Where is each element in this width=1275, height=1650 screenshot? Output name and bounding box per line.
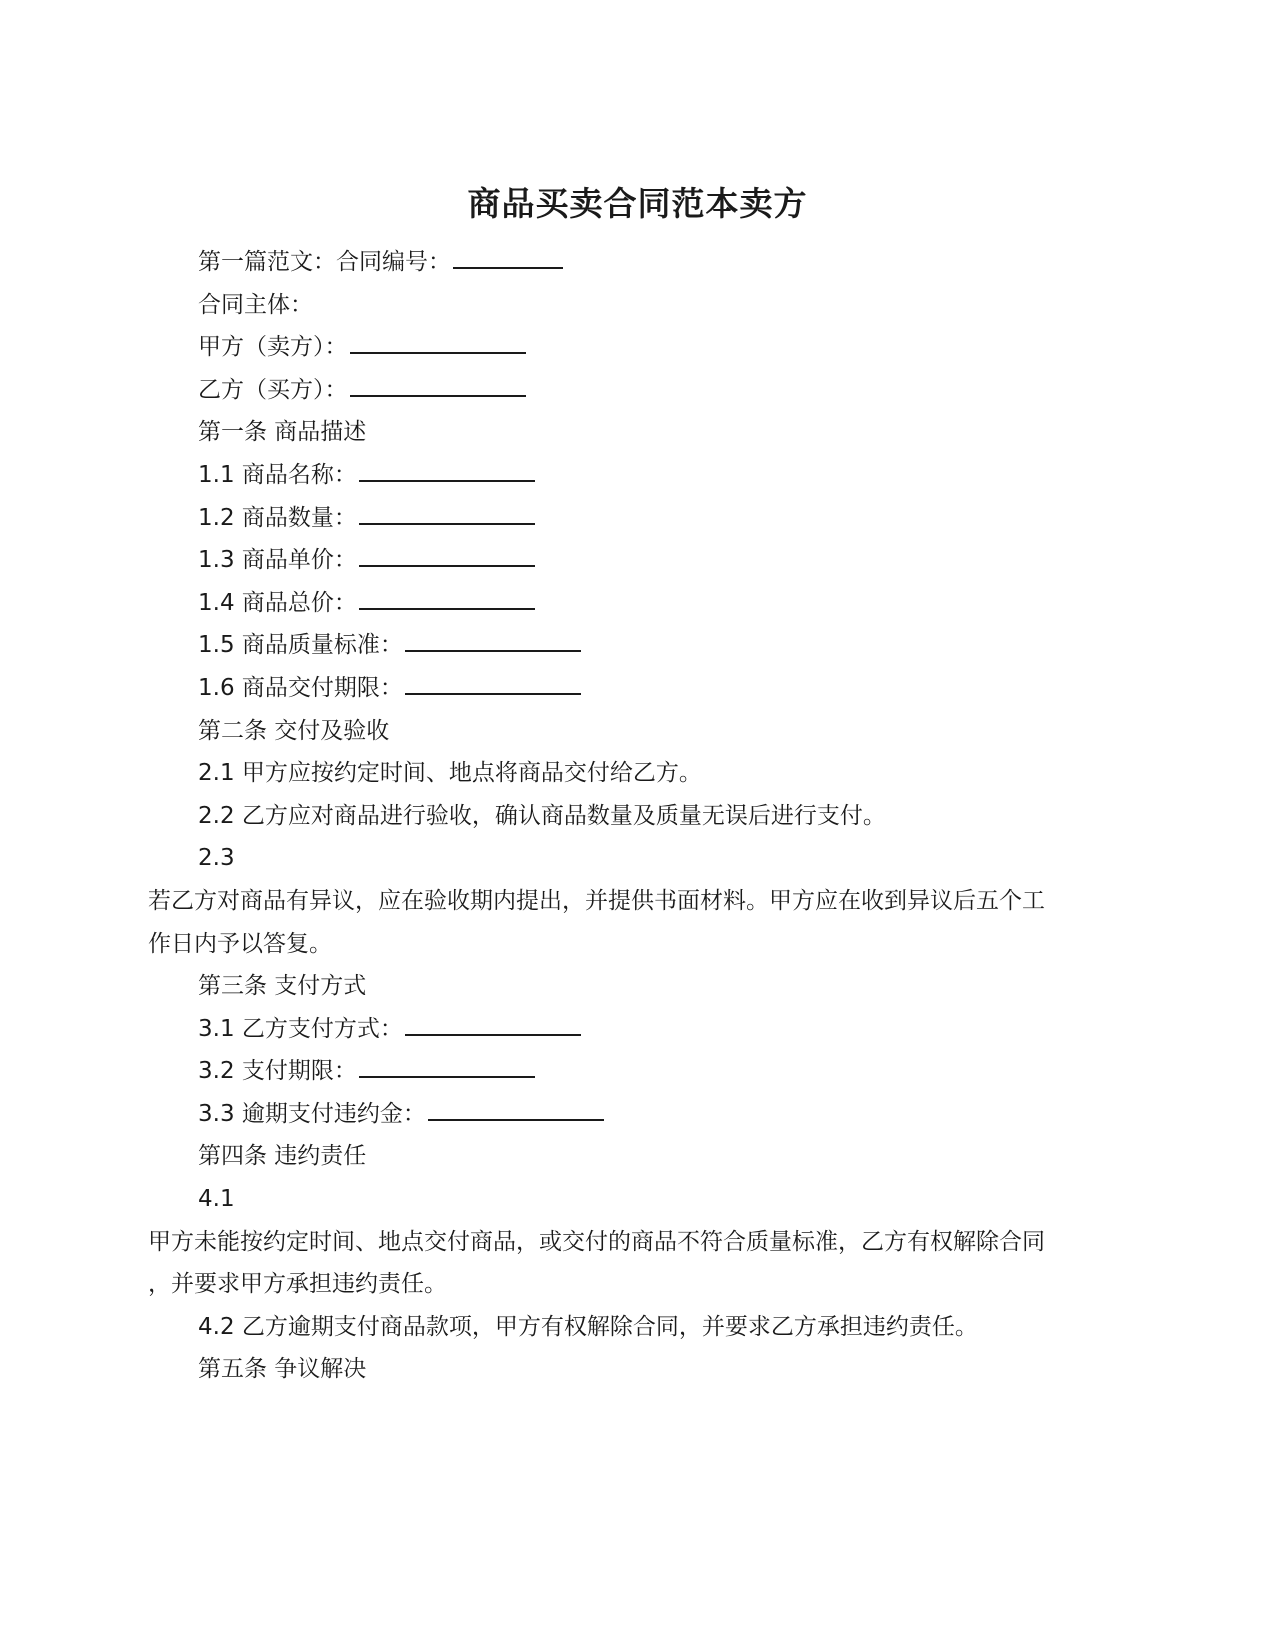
fill-in-blank[interactable] — [359, 456, 535, 482]
document-line — [148, 369, 1128, 412]
line-text: 1.1 商品名称： — [198, 461, 357, 488]
fill-in-blank[interactable] — [359, 541, 535, 567]
document-line — [148, 795, 1128, 838]
line-text: 甲方（卖方）： — [198, 334, 348, 361]
line-text: 2.2 乙方应对商品进行验收，确认商品数量及质量无误后进行支付。 — [198, 802, 886, 829]
line-text: 3.1 乙方支付方式： — [198, 1015, 403, 1042]
line-text: 3.2 支付期限： — [198, 1058, 357, 1085]
document-line — [148, 539, 1128, 582]
document-line — [148, 1306, 1128, 1349]
document-line — [148, 1093, 1128, 1136]
document-line — [148, 1135, 1128, 1178]
document-line — [148, 1263, 1128, 1306]
document-line — [148, 411, 1128, 454]
document-line — [148, 241, 1128, 284]
document-line — [148, 1178, 1128, 1221]
line-text: 甲方未能按约定时间、地点交付商品，或交付的商品不符合质量标准，乙方有权解除合同 — [148, 1228, 1045, 1255]
document-line — [148, 582, 1128, 625]
line-text: 第三条 支付方式 — [198, 973, 367, 1000]
document-line — [148, 710, 1128, 753]
document-line — [148, 284, 1128, 327]
document-line — [148, 454, 1128, 497]
line-text: 第五条 争议解决 — [198, 1356, 367, 1383]
line-text: 1.4 商品总价： — [198, 589, 357, 616]
document-line — [148, 880, 1128, 923]
line-text: 2.3 — [198, 845, 235, 872]
fill-in-blank[interactable] — [405, 1010, 581, 1036]
fill-in-blank[interactable] — [453, 243, 563, 269]
line-text: 作日内予以答复。 — [148, 930, 332, 957]
document-line — [148, 1221, 1128, 1264]
line-text: 1.6 商品交付期限： — [198, 674, 403, 701]
document-line — [148, 1008, 1128, 1051]
fill-in-blank[interactable] — [405, 626, 581, 652]
line-text: 乙方（买方）： — [198, 376, 348, 403]
line-text: 1.3 商品单价： — [198, 547, 357, 574]
document-line — [148, 923, 1128, 966]
document-body — [148, 241, 1128, 1391]
line-text: 4.1 — [198, 1186, 235, 1213]
document-line — [148, 1348, 1128, 1391]
line-text: 第一篇范文：合同编号： — [198, 249, 451, 275]
line-text: 第四条 违约责任 — [198, 1143, 367, 1170]
document-line — [148, 752, 1128, 795]
document-line — [148, 1050, 1128, 1093]
document-line — [148, 837, 1128, 880]
line-text: 合同主体： — [198, 291, 313, 318]
document-line — [148, 326, 1128, 369]
fill-in-blank[interactable] — [405, 669, 581, 695]
document-title: 商品买卖合同范本卖方 — [467, 184, 808, 223]
document-line — [148, 965, 1128, 1008]
line-text: 3.3 逾期支付违约金： — [198, 1100, 426, 1127]
line-text: 若乙方对商品有异议，应在验收期内提出，并提供书面材料。甲方应在收到异议后五个工 — [148, 887, 1045, 914]
fill-in-blank[interactable] — [359, 1052, 535, 1078]
line-text: 第二条 交付及验收 — [198, 717, 390, 744]
document-line — [148, 624, 1128, 667]
line-text: 4.2 乙方逾期支付商品款项，甲方有权解除合同，并要求乙方承担违约责任。 — [198, 1313, 978, 1340]
fill-in-blank[interactable] — [428, 1095, 604, 1121]
line-text: 第一条 商品描述 — [198, 419, 367, 446]
line-text: 1.2 商品数量： — [198, 504, 357, 531]
line-text: 1.5 商品质量标准： — [198, 632, 403, 659]
document-line — [148, 497, 1128, 540]
fill-in-blank[interactable] — [350, 371, 526, 397]
fill-in-blank[interactable] — [359, 584, 535, 610]
line-text: 2.1 甲方应按约定时间、地点将商品交付给乙方。 — [198, 760, 702, 787]
document-line — [148, 667, 1128, 710]
fill-in-blank[interactable] — [350, 328, 526, 354]
fill-in-blank[interactable] — [359, 499, 535, 525]
line-text: ，并要求甲方承担违约责任。 — [148, 1271, 447, 1298]
